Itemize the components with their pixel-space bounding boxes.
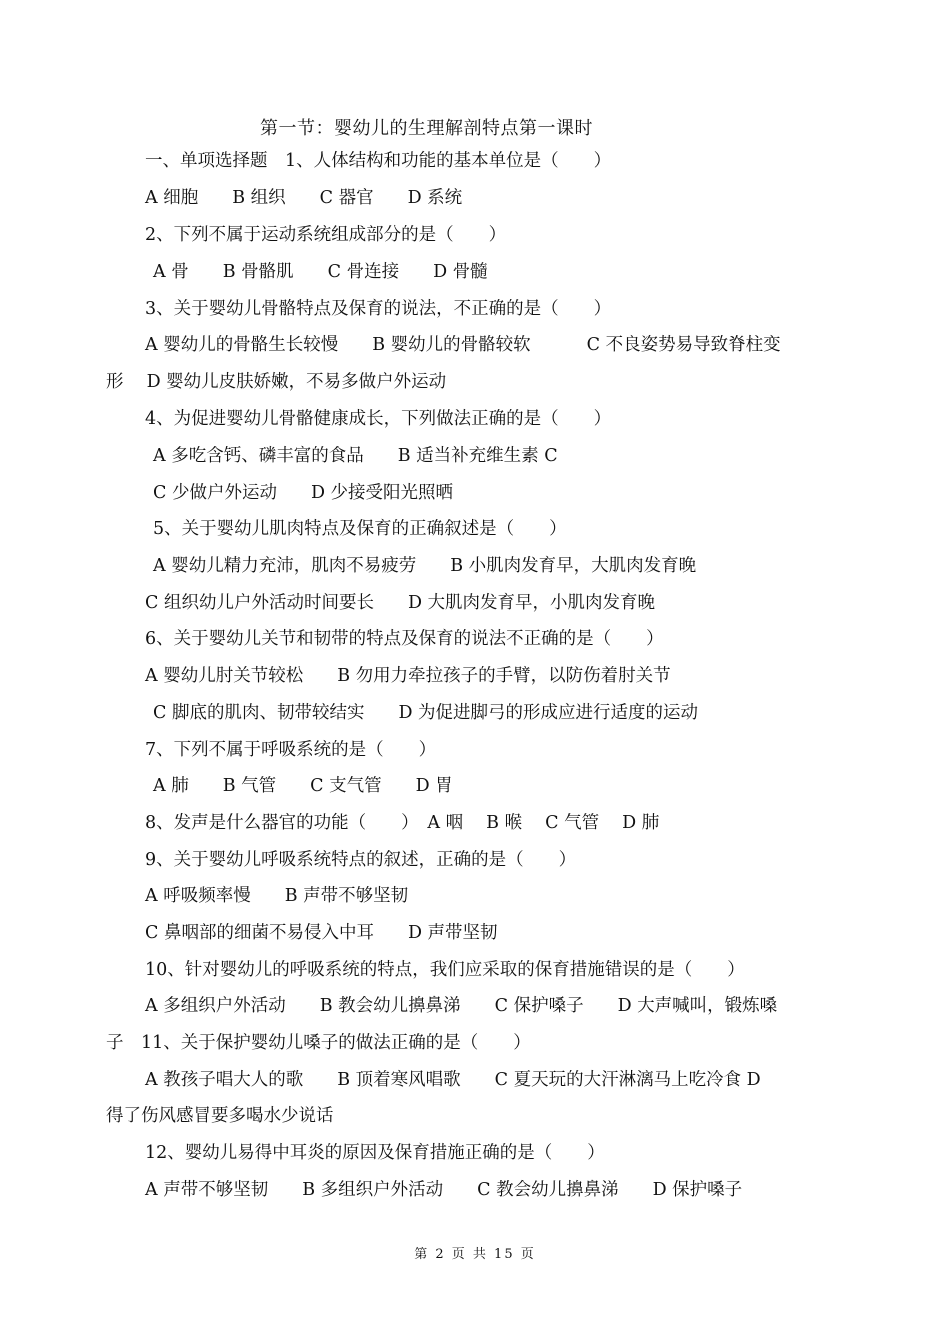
option-a: A 婴幼儿肘关节较松 bbox=[145, 666, 304, 686]
option-c: C 器官 bbox=[319, 188, 374, 208]
question-9-options-row1 bbox=[145, 885, 408, 907]
question-6: 6、关于婴幼儿关节和韧带的特点及保育的说法不正确的是（ ） bbox=[145, 629, 664, 649]
option-b: B 骨骼肌 bbox=[222, 262, 294, 282]
section-title: 第一节：婴幼儿的生理解剖特点第一课时 bbox=[260, 118, 593, 139]
option-d: D 骨髓 bbox=[433, 262, 488, 282]
question-1-options bbox=[145, 187, 462, 209]
question-9: 9、关于婴幼儿呼吸系统特点的叙述，正确的是（ ） bbox=[145, 850, 577, 870]
option-b: B 勿用力牵拉孩子的手臂，以防伤着肘关节 bbox=[337, 666, 671, 686]
option-d: D 为促进脚弓的形成应进行适度的运动 bbox=[398, 703, 699, 723]
question-1: 一、单项选择题 1、人体结构和功能的基本单位是（ ） bbox=[145, 151, 612, 171]
option-c: C 组织幼儿户外活动时间要长 bbox=[145, 593, 374, 613]
option-d: D 胃 bbox=[415, 776, 453, 796]
option-c: C 保护嗓子 bbox=[494, 996, 584, 1016]
option-a: A 教孩子唱大人的歌 bbox=[145, 1070, 304, 1090]
question-5-options-row2 bbox=[145, 592, 655, 614]
option-a: A 细胞 bbox=[145, 188, 199, 208]
question-2-options bbox=[153, 261, 488, 283]
question-7-options bbox=[153, 775, 453, 797]
question-7: 7、下列不属于呼吸系统的是（ ） bbox=[145, 740, 437, 760]
question-8: 8、发声是什么器官的功能（ ） A 咽 B 喉 C 气管 D 肺 bbox=[145, 813, 660, 833]
question-3-options-cont: 形 D 婴幼儿皮肤娇嫩，不易多做户外运动 bbox=[106, 372, 447, 392]
option-c: C 脚底的肌肉、韧带较结实 bbox=[153, 703, 365, 723]
question-10-options bbox=[145, 995, 777, 1017]
question-10: 10、针对婴幼儿的呼吸系统的特点，我们应采取的保育措施错误的是（ ） bbox=[145, 960, 745, 980]
question-9-options-row2 bbox=[145, 922, 498, 944]
question-3: 3、关于婴幼儿骨骼特点及保育的说法，不正确的是（ ） bbox=[145, 299, 612, 319]
question-12-options bbox=[145, 1179, 742, 1201]
option-a: A 声带不够坚韧 bbox=[145, 1180, 269, 1200]
question-12: 12、婴幼儿易得中耳炎的原因及保育措施正确的是（ ） bbox=[145, 1143, 605, 1163]
page-footer: 第 2 页 共 15 页 bbox=[414, 1247, 536, 1262]
question-4-options-row2 bbox=[153, 482, 453, 504]
question-6-options-row1 bbox=[145, 665, 671, 687]
option-a: A 多吃含钙、磷丰富的食品 bbox=[153, 446, 364, 466]
question-5: 5、关于婴幼儿肌肉特点及保育的正确叙述是（ ） bbox=[153, 519, 567, 539]
option-c: C 骨连接 bbox=[327, 262, 400, 282]
option-c: C 少做户外运动 bbox=[153, 483, 277, 503]
option-b: B 教会幼儿擤鼻涕 bbox=[319, 996, 461, 1016]
question-3-options bbox=[145, 334, 781, 356]
option-a: A 婴幼儿的骨骼生长较慢 bbox=[145, 335, 339, 355]
option-b: B 顶着寒风唱歌 bbox=[337, 1070, 461, 1090]
option-d: D 声带坚韧 bbox=[407, 923, 498, 943]
option-d: D 大肌肉发育早，小肌肉发育晚 bbox=[407, 593, 656, 613]
question-11-options bbox=[145, 1069, 761, 1091]
option-a: A 骨 bbox=[153, 262, 189, 282]
question-4-options-row1 bbox=[153, 445, 558, 467]
question-11-options-cont: 得了伤风感冒要多喝水少说话 bbox=[106, 1106, 334, 1126]
option-a: A 呼吸频率慢 bbox=[145, 886, 251, 906]
option-b: B 声带不够坚韧 bbox=[284, 886, 409, 906]
question-5-options-row1 bbox=[153, 555, 696, 577]
option-d: D 大声喊叫，锻炼嗓 bbox=[617, 996, 778, 1016]
option-d: D 保护嗓子 bbox=[652, 1180, 743, 1200]
option-c: C 夏天玩的大汗淋漓马上吃冷食 D bbox=[494, 1070, 761, 1090]
option-a: A 肺 bbox=[153, 776, 189, 796]
option-c: C 不良姿势易导致脊柱变 bbox=[586, 335, 781, 355]
option-b: B 气管 bbox=[222, 776, 277, 796]
option-c: C 教会幼儿擤鼻涕 bbox=[477, 1180, 619, 1200]
question-6-options-row2 bbox=[153, 702, 698, 724]
option-a: A 多组织户外活动 bbox=[145, 996, 286, 1016]
option-d: D 少接受阳光照晒 bbox=[310, 483, 454, 503]
option-b: B 小肌肉发育早，大肌肉发育晚 bbox=[450, 556, 697, 576]
option-c: C 鼻咽部的细菌不易侵入中耳 bbox=[145, 923, 374, 943]
option-d: D 系统 bbox=[407, 188, 463, 208]
option-b: B 婴幼儿的骨骼较软 bbox=[372, 335, 531, 355]
question-11: 子 11、关于保护婴幼儿嗓子的做法正确的是（ ） bbox=[106, 1033, 531, 1053]
question-2: 2、下列不属于运动系统组成部分的是（ ） bbox=[145, 225, 507, 245]
question-4: 4、为促进婴幼儿骨骼健康成长，下列做法正确的是（ ） bbox=[145, 409, 612, 429]
option-c: C 支气管 bbox=[310, 776, 382, 796]
option-b: B 组织 bbox=[232, 188, 286, 208]
option-a: A 婴幼儿精力充沛，肌肉不易疲劳 bbox=[153, 556, 417, 576]
option-b: B 适当补充维生素 C bbox=[397, 446, 558, 466]
option-b: B 多组织户外活动 bbox=[302, 1180, 444, 1200]
